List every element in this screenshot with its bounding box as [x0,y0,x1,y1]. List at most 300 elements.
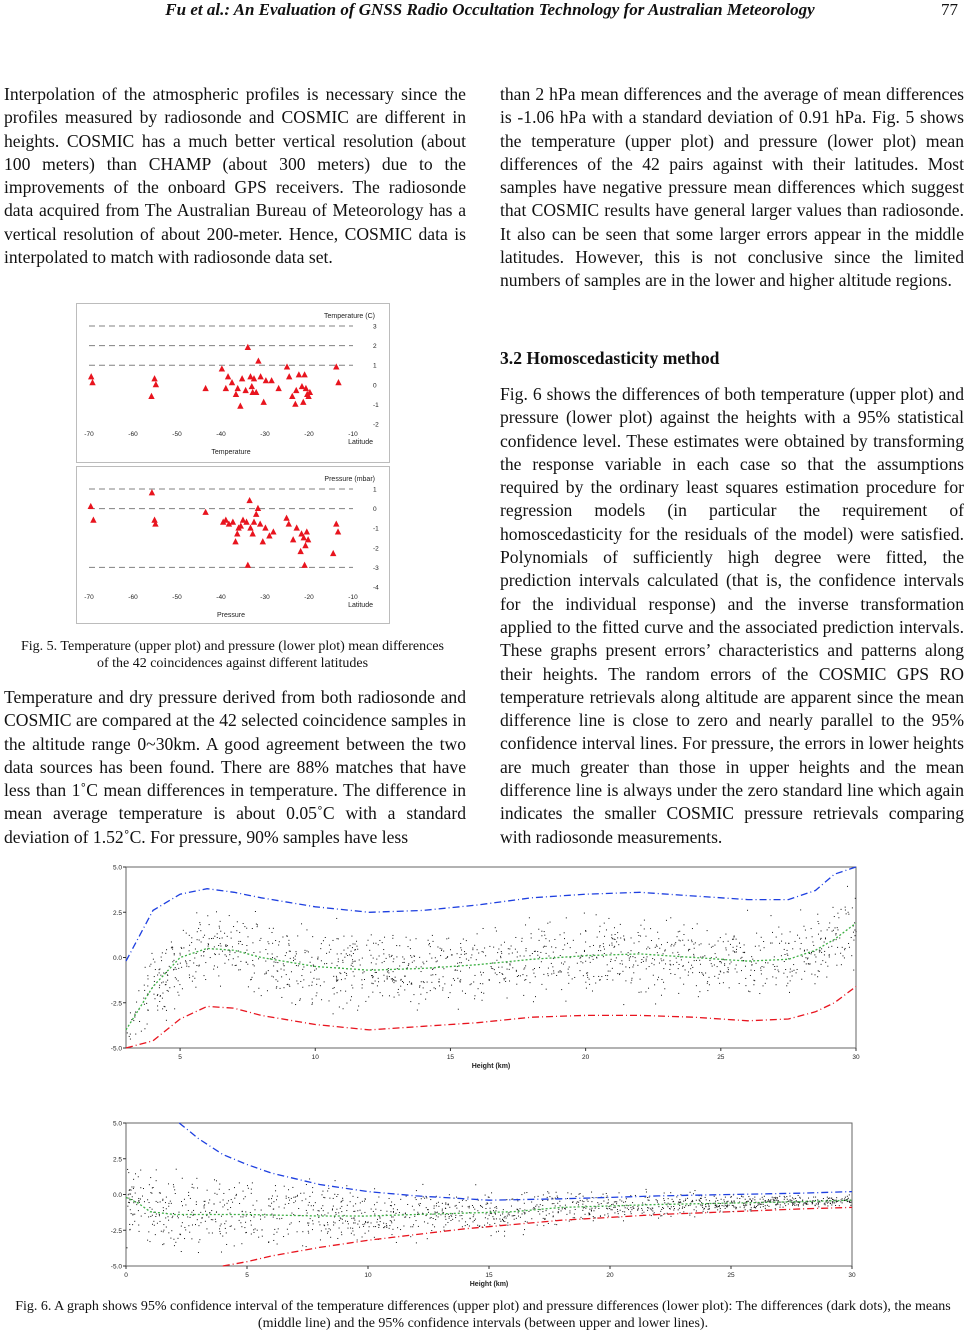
fig6-temp-difference-dot [402,956,403,957]
fig6-temp-difference-dot [659,948,660,949]
fig6-temp-difference-dot [252,977,253,978]
fig6-press-difference-dot [842,1202,843,1203]
fig6-temp-difference-dot [539,957,540,958]
fig6-temp-difference-dot [482,951,483,952]
fig6-temp-difference-dot [505,978,506,979]
fig6-press-difference-dot [591,1210,592,1211]
fig6-press-difference-dot [145,1213,146,1214]
fig6-press-difference-dot [288,1197,289,1198]
fig6-press-ytick-label: 2.5 [112,1156,122,1164]
fig6-temp-difference-dot [203,937,204,938]
fig6-temp-difference-dot [587,975,588,976]
fig6-temp-difference-dot [778,970,779,971]
fig6-temp-difference-dot [452,954,453,955]
fig6-press-difference-dot [456,1208,457,1209]
fig6-press-difference-dot [703,1211,704,1212]
fig6-press-difference-dot [625,1201,626,1202]
fig6-press-difference-dot [752,1198,753,1199]
fig6-press-difference-dot [652,1208,653,1209]
fig6-temp-difference-dot [596,957,597,958]
fig6-press-difference-dot [434,1211,435,1212]
fig6-press-difference-dot [174,1189,175,1190]
fig6-press-difference-dot [507,1222,508,1223]
fig6-temp-difference-dot [805,930,806,931]
fig6-press-difference-dot [234,1245,235,1246]
fig6-press-difference-dot [790,1200,791,1201]
fig6-press-difference-dot [193,1215,194,1216]
fig6-press-difference-dot [225,1228,226,1229]
fig6-press-difference-dot [436,1205,437,1206]
fig6-press-difference-dot [800,1198,801,1199]
fig5-press-triangle-marker [283,515,289,521]
fig6-press-difference-dot [255,1228,256,1229]
fig6-temp-difference-dot [442,987,443,988]
fig6-press-difference-dot [574,1217,575,1218]
fig6-press-difference-dot [353,1206,354,1207]
fig6-press-difference-dot [278,1228,279,1229]
fig6-temp-difference-dot [388,970,389,971]
fig6-press-difference-dot [234,1187,235,1188]
fig6-temp-difference-dot [693,944,694,945]
fig6-temp-difference-dot [725,934,726,935]
fig6-temp-difference-dot [776,937,777,938]
fig6-press-difference-dot [250,1212,251,1213]
fig6-temp-difference-dot [607,979,608,980]
fig6-press-difference-dot [597,1202,598,1203]
fig6-temp-difference-dot [378,944,379,945]
fig6-temp-difference-dot [257,926,258,927]
fig6-temp-difference-dot [286,952,287,953]
fig6-temp-difference-dot [704,955,705,956]
fig5-temp-triangle-marker [239,375,245,381]
fig6-press-difference-dot [155,1216,156,1217]
fig6-temp-difference-dot [705,972,706,973]
fig6-press-difference-dot [170,1238,171,1239]
fig6-temp-difference-dot [753,984,754,985]
fig6-temp-difference-dot [178,980,179,981]
fig6-press-difference-dot [211,1210,212,1211]
fig6-press-difference-dot [421,1198,422,1199]
fig6-temp-difference-dot [703,975,704,976]
fig6-press-difference-dot [607,1213,608,1214]
fig6-temp-difference-dot [227,945,228,946]
fig6-temp-difference-dot [524,956,525,957]
fig6-temp-difference-dot [444,983,445,984]
fig6-temp-difference-dot [496,974,497,975]
fig6-press-difference-dot [161,1231,162,1232]
fig6-temp-difference-dot [401,979,402,980]
fig6-press-difference-dot [128,1194,129,1195]
fig6-press-difference-dot [807,1204,808,1205]
fig6-press-difference-dot [612,1209,613,1210]
fig6-temp-difference-dot [533,1001,534,1002]
fig6-press-difference-dot [434,1208,435,1209]
fig6-press-difference-dot [465,1221,466,1222]
fig6-press-difference-dot [378,1227,379,1228]
fig6-press-difference-dot [679,1202,680,1203]
fig6-temp-difference-dot [651,963,652,964]
fig6-temp-difference-dot [628,955,629,956]
fig6-press-difference-dot [606,1208,607,1209]
fig6-temp-difference-dot [555,947,556,948]
fig6-press-difference-dot [348,1223,349,1224]
fig6-press-difference-dot [744,1203,745,1204]
fig6-temp-difference-dot [688,962,689,963]
fig6-temp-difference-dot [670,917,671,918]
fig6-press-difference-dot [193,1210,194,1211]
fig6-press-difference-dot [584,1207,585,1208]
fig6-temp-difference-dot [612,945,613,946]
fig6-press-difference-dot [473,1216,474,1217]
fig6-temp-difference-dot [303,966,304,967]
fig6-temp-difference-dot [837,929,838,930]
fig6-press-difference-dot [354,1220,355,1221]
fig6-temp-difference-dot [371,975,372,976]
fig6-temp-difference-dot [743,952,744,953]
fig6-temp-difference-dot [466,940,467,941]
fig6-temp-difference-dot [641,991,642,992]
fig6-press-difference-dot [221,1224,222,1225]
fig6-temp-difference-dot [745,978,746,979]
fig6-press-difference-dot [575,1209,576,1210]
fig6-press-difference-dot [548,1223,549,1224]
fig6-temp-difference-dot [471,954,472,955]
fig6-temp-difference-dot [277,981,278,982]
fig6-temp-difference-dot [718,941,719,942]
fig5-pressure-svg [77,467,389,623]
fig6-press-difference-dot [514,1219,515,1220]
fig6-press-difference-dot [603,1201,604,1202]
fig6-press-difference-dot [386,1225,387,1226]
fig6-press-difference-dot [732,1205,733,1206]
fig6-press-difference-dot [436,1203,437,1204]
fig6-temp-difference-dot [569,967,570,968]
fig6-press-difference-dot [513,1215,514,1216]
fig6-temp-difference-dot [509,948,510,949]
fig6-temp-difference-dot [537,951,538,952]
fig6-press-difference-dot [775,1198,776,1199]
fig6-temp-difference-dot [678,954,679,955]
fig6-press-difference-dot [196,1201,197,1202]
fig6-press-difference-dot [755,1207,756,1208]
fig6-temp-difference-dot [811,952,812,953]
fig6-press-difference-dot [618,1213,619,1214]
fig6-temp-difference-dot [368,940,369,941]
fig6-press-difference-dot [391,1234,392,1235]
fig6-press-difference-dot [595,1208,596,1209]
fig6-temp-difference-dot [310,962,311,963]
running-header [0,0,966,22]
fig6-temp-difference-dot [512,953,513,954]
fig6-temp-difference-dot [546,953,547,954]
fig6-press-difference-dot [836,1200,837,1201]
fig6-temp-difference-dot [160,996,161,997]
fig6-press-difference-dot [793,1198,794,1199]
fig5-press-triangle-marker [304,528,310,534]
fig6-temp-difference-dot [504,942,505,943]
fig6-temp-difference-dot [341,979,342,980]
fig6-temp-difference-dot [159,1001,160,1002]
fig6-press-difference-dot [129,1202,130,1203]
fig6-press-difference-dot [689,1213,690,1214]
fig6-temp-difference-dot [167,980,168,981]
fig6-press-difference-dot [224,1204,225,1205]
fig6-temp-difference-dot [264,973,265,974]
fig6-temp-difference-dot [841,964,842,965]
fig6-temp-difference-dot [484,947,485,948]
fig5-press-triangle-marker [262,524,268,530]
fig6-temp-difference-dot [196,965,197,966]
fig6-press-difference-dot [342,1198,343,1199]
fig6-temp-difference-dot [378,978,379,979]
fig6-press-difference-dot [525,1221,526,1222]
fig6-press-difference-dot [308,1233,309,1234]
fig6-temp-difference-dot [200,924,201,925]
fig6-press-difference-dot [783,1202,784,1203]
fig6-temp-difference-dot [337,965,338,966]
fig6-temp-difference-dot [447,957,448,958]
fig6-press-difference-dot [780,1202,781,1203]
fig5-temp-xtick-label: -60 [128,431,138,438]
fig6-press-difference-dot [815,1197,816,1198]
fig6-press-difference-dot [777,1198,778,1199]
fig6-temp-difference-dot [166,1020,167,1021]
fig6-press-difference-dot [845,1197,846,1198]
fig6-temp-difference-dot [505,981,506,982]
fig6-temp-difference-dot [580,961,581,962]
fig6-temp-difference-dot [342,962,343,963]
fig6-temp-difference-dot [661,960,662,961]
fig6-temp-difference-dot [851,937,852,938]
fig6-press-difference-dot [625,1207,626,1208]
fig6-press-difference-dot [469,1207,470,1208]
fig6-temp-difference-dot [192,976,193,977]
fig6-temp-difference-dot [441,949,442,950]
fig6-temp-difference-dot [683,934,684,935]
fig6-press-difference-dot [297,1195,298,1196]
fig6-press-difference-dot [288,1189,289,1190]
fig6-press-difference-dot [829,1198,830,1199]
fig6-temp-difference-dot [683,984,684,985]
fig6-temp-difference-dot [622,971,623,972]
fig6-temp-difference-dot [729,987,730,988]
fig6-temp-difference-dot [855,898,856,899]
fig6-press-difference-dot [512,1198,513,1199]
fig6-press-difference-dot [209,1213,210,1214]
fig6-temp-difference-dot [174,954,175,955]
fig5-press-title: Pressure (mbar) [324,476,375,483]
fig6-temp-difference-dot [469,967,470,968]
fig6-temp-difference-dot [719,983,720,984]
fig6-press-difference-dot [204,1204,205,1205]
fig6-press-difference-dot [709,1200,710,1201]
fig6-temp-difference-dot [258,958,259,959]
fig6-temp-difference-dot [616,957,617,958]
fig6-temp-difference-dot [589,979,590,980]
fig6-press-difference-dot [503,1209,504,1210]
fig6-temp-difference-dot [665,963,666,964]
fig6-press-difference-dot [775,1208,776,1209]
fig6-press-difference-dot [559,1201,560,1202]
fig6-temp-difference-dot [266,973,267,974]
fig6-press-difference-dot [128,1202,129,1203]
fig6-temp-difference-dot [227,936,228,937]
fig6-temp-difference-dot [387,976,388,977]
fig6-press-difference-dot [361,1213,362,1214]
fig6-temp-difference-dot [255,911,256,912]
fig6-temp-difference-dot [317,958,318,959]
fig6-temp-difference-dot [247,964,248,965]
fig6-temp-difference-dot [300,981,301,982]
fig6-temp-difference-dot [321,943,322,944]
fig6-temp-difference-dot [854,930,855,931]
fig6-temp-difference-dot [784,961,785,962]
fig6-temp-difference-dot [820,939,821,940]
fig6-temp-difference-dot [149,966,150,967]
fig6-temp-difference-dot [240,969,241,970]
fig6-press-difference-dot [748,1196,749,1197]
fig6-temp-difference-dot [176,979,177,980]
fig6-press-difference-dot [430,1199,431,1200]
fig6-temp-difference-dot [820,950,821,951]
fig6-press-difference-dot [139,1202,140,1203]
fig6-temp-difference-dot [453,978,454,979]
fig6-press-difference-dot [271,1198,272,1199]
fig6-temp-difference-dot [246,962,247,963]
fig6-press-difference-dot [632,1206,633,1207]
fig6-temp-difference-dot [130,1012,131,1013]
fig6-temp-difference-dot [696,960,697,961]
fig6-temp-difference-dot [291,1002,292,1003]
fig6-press-difference-dot [844,1200,845,1201]
fig6-press-difference-dot [701,1198,702,1199]
fig6-temp-difference-dot [719,961,720,962]
fig6-temp-difference-dot [384,937,385,938]
fig6-temp-difference-dot [193,962,194,963]
fig6-temp-difference-dot [767,962,768,963]
fig6-press-difference-dot [198,1252,199,1253]
fig6-press-difference-dot [159,1215,160,1216]
fig5-press-xtick-label: -40 [216,594,226,601]
fig6-press-difference-dot [642,1202,643,1203]
fig6-press-difference-dot [518,1212,519,1213]
fig6-temp-difference-dot [596,914,597,915]
fig6-press-difference-dot [649,1197,650,1198]
fig6-press-difference-dot [784,1196,785,1197]
fig6-temp-difference-dot [530,982,531,983]
fig6-press-difference-dot [396,1242,397,1243]
fig5-temp-triangle-marker [335,379,341,385]
fig6-temp-difference-dot [370,955,371,956]
fig6-temp-difference-dot [663,982,664,983]
fig6-press-difference-dot [232,1216,233,1217]
fig6-temp-difference-dot [787,983,788,984]
fig6-press-difference-dot [288,1234,289,1235]
fig5-temp-xtick-label: -10 [348,431,358,438]
fig6-press-difference-dot [610,1209,611,1210]
fig6-press-difference-dot [609,1206,610,1207]
fig6-temp-difference-dot [600,979,601,980]
fig6-press-difference-dot [842,1198,843,1199]
fig6-press-difference-dot [578,1194,579,1195]
fig6-press-difference-dot [380,1221,381,1222]
fig6-press-difference-dot [673,1206,674,1207]
fig6-temp-difference-dot [661,979,662,980]
fig6-press-difference-dot [299,1221,300,1222]
fig6-press-xtick-label: 5 [245,1272,249,1279]
fig6-temp-difference-dot [821,964,822,965]
fig6-temp-difference-dot [685,969,686,970]
fig6-press-difference-dot [786,1196,787,1197]
fig6-press-difference-dot [452,1219,453,1220]
fig6-press-difference-dot [190,1217,191,1218]
fig6-temp-difference-dot [139,1021,140,1022]
fig6-temp-difference-dot [741,970,742,971]
fig6-press-difference-dot [165,1202,166,1203]
fig6-temp-difference-dot [586,988,587,989]
fig6-press-difference-dot [253,1229,254,1230]
fig6-temp-difference-dot [561,971,562,972]
fig6-temp-difference-dot [638,941,639,942]
fig6-temp-difference-dot [579,958,580,959]
fig6-press-xtick-label: 0 [124,1272,128,1279]
fig6-temp-difference-dot [818,970,819,971]
fig6-press-difference-dot [473,1214,474,1215]
fig6-press-difference-dot [168,1220,169,1221]
fig6-temp-difference-dot [351,951,352,952]
fig6-press-difference-dot [220,1233,221,1234]
fig6-press-difference-dot [791,1200,792,1201]
fig6-temp-difference-dot [646,968,647,969]
fig6-temp-difference-dot [439,985,440,986]
fig6-press-difference-dot [538,1211,539,1212]
fig6-press-difference-dot [197,1187,198,1188]
fig6-temp-difference-dot [646,959,647,960]
fig6-temp-difference-dot [675,942,676,943]
fig6-press-difference-dot [306,1184,307,1185]
fig5-press-triangle-marker [290,536,296,542]
fig6-press-difference-dot [128,1198,129,1199]
fig6-temp-difference-dot [253,952,254,953]
fig6-temp-difference-dot [657,952,658,953]
fig6-press-difference-dot [375,1209,376,1210]
fig5-press-triangle-marker [270,528,276,534]
fig6-temp-difference-dot [838,917,839,918]
fig6-temp-difference-dot [476,959,477,960]
fig6-temp-difference-dot [197,931,198,932]
fig6-press-difference-dot [244,1227,245,1228]
fig6-temp-ytick-label: 5.0 [112,864,122,872]
fig6-press-difference-dot [502,1213,503,1214]
fig6-press-difference-dot [700,1201,701,1202]
fig6-temp-difference-dot [508,948,509,949]
fig6-temp-difference-dot [761,973,762,974]
fig5-temp-triangle-marker [257,373,263,379]
fig6-press-difference-dot [140,1199,141,1200]
fig6-temp-xtick-label: 30 [852,1054,860,1061]
fig6-temp-difference-dot [551,946,552,947]
fig6-press-difference-dot [462,1218,463,1219]
fig6-temp-difference-dot [604,936,605,937]
fig6-temp-difference-dot [698,996,699,997]
fig6-temp-difference-dot [457,953,458,954]
fig6-press-difference-dot [473,1221,474,1222]
fig6-press-difference-dot [739,1198,740,1199]
fig6-press-difference-dot [491,1213,492,1214]
fig6-temp-difference-dot [133,1020,134,1021]
fig5-temperature-svg [77,304,389,462]
fig6-temp-difference-dot [522,938,523,939]
